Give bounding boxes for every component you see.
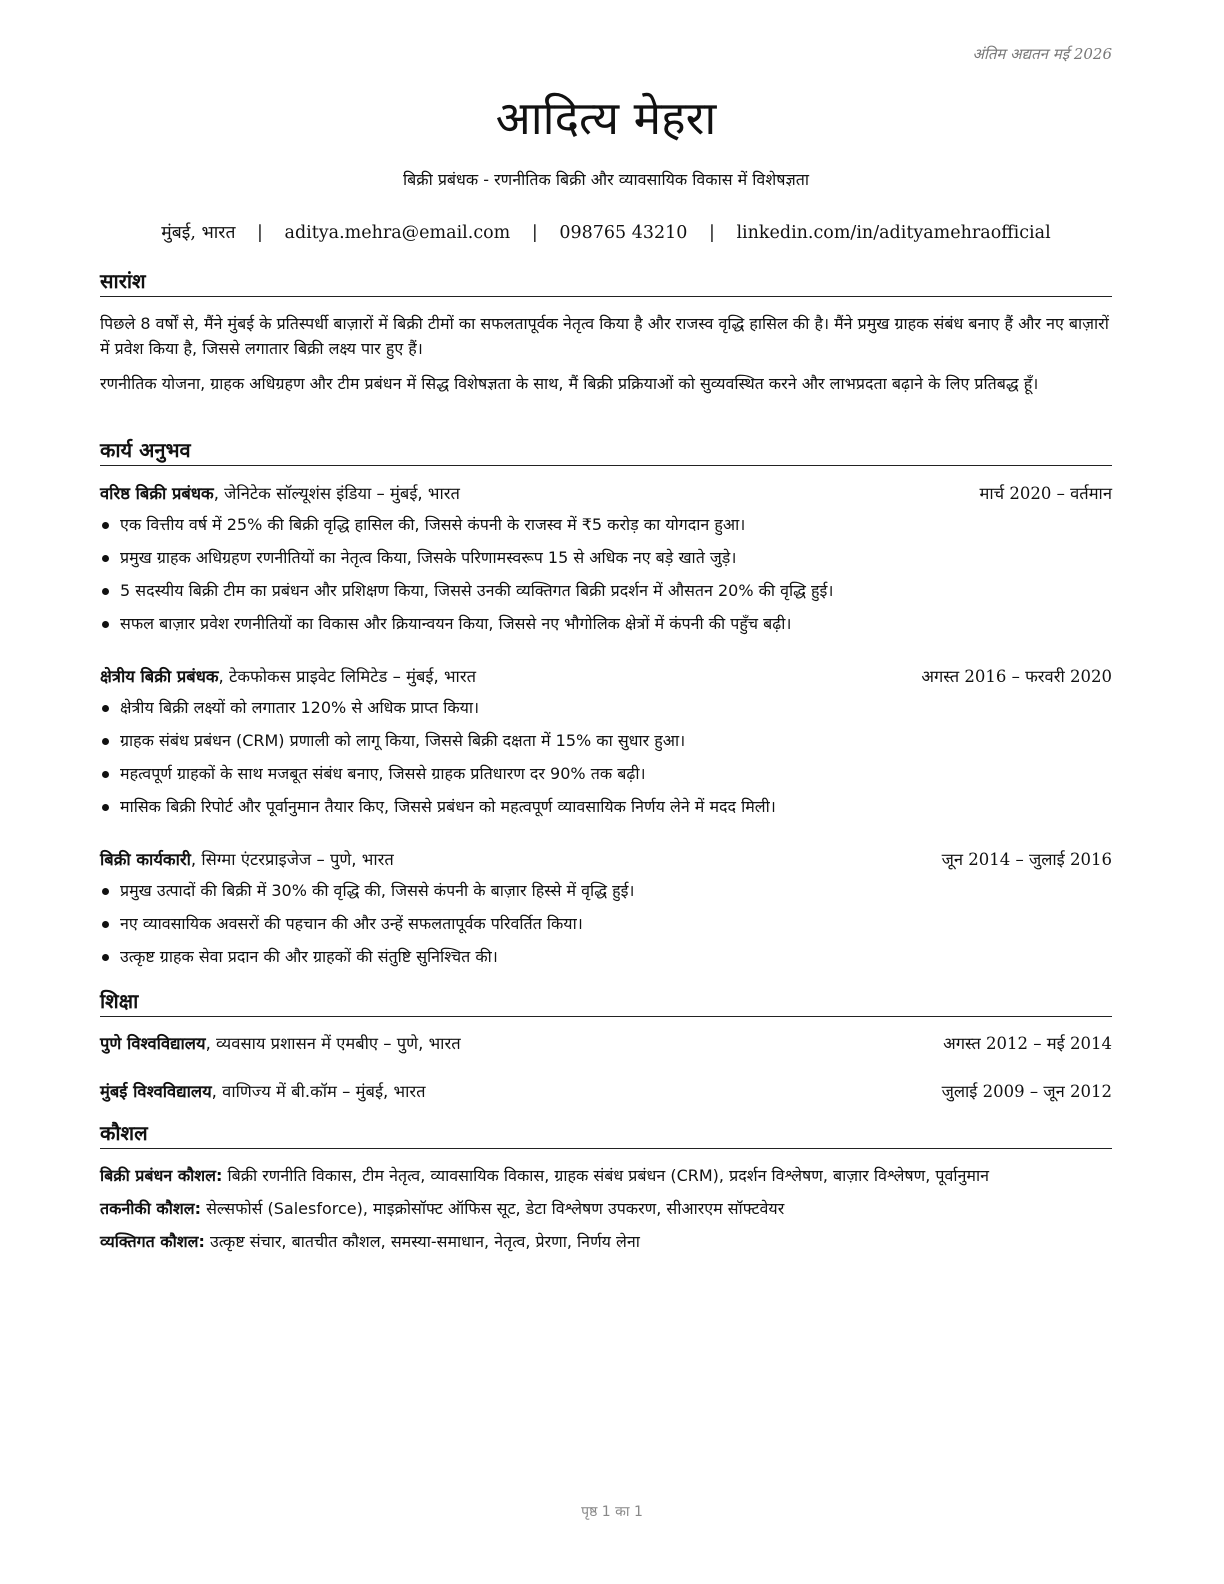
- section-heading-summary: सारांश: [100, 268, 1112, 297]
- skills-value: उत्कृष्ट संचार, बातचीत कौशल, समस्या-समाधान, नेतृत्व, प्रेरणा, निर्णय लेना: [204, 1232, 640, 1251]
- bullet-item: प्रमुख उत्पादों की बिक्री में 30% की वृद्धि की, जिससे कंपनी के बाज़ार हिस्से में वृद्धि हुई।: [100, 874, 1112, 907]
- job-header: [100, 480, 1112, 508]
- contact-linkedin[interactable]: linkedin.com/in/adityamehraofficial: [736, 223, 1051, 243]
- job-dates: अगस्त 2016 – फरवरी 2020: [921, 667, 1112, 686]
- job-title: क्षेत्रीय बिक्री प्रबंधक: [100, 667, 219, 686]
- bullet-item: ग्राहक संबंध प्रबंधन (CRM) प्रणाली को लागू किया, जिससे बिक्री दक्षता में 15% का सुधार हुआ।: [100, 724, 1112, 757]
- candidate-name: आदित्य मेहरा: [495, 91, 717, 145]
- education-detail: , वाणिज्य में बी.कॉम – मुंबई, भारत: [211, 1082, 426, 1101]
- section-heading-experience: कार्य अनुभव: [100, 437, 1112, 466]
- section-heading-education: शिक्षा: [100, 988, 1112, 1017]
- bullet-item: 5 सदस्यीय बिक्री टीम का प्रबंधन और प्रशिक्षण किया, जिससे उनकी व्यक्तिगत बिक्री प्रदर्शन में औसतन 20% की वृद्धि हुई।: [100, 574, 1112, 607]
- page-number: पृष्ठ 1 का 1: [581, 1504, 643, 1520]
- education-row: [100, 1078, 1112, 1106]
- bullet-item: एक वित्तीय वर्ष में 25% की बिक्री वृद्धि हासिल की, जिससे कंपनी के राजस्व में ₹5 करोड़ का योगदान हुआ।: [100, 508, 1112, 541]
- job-title: वरिष्ठ बिक्री प्रबंधक: [100, 484, 214, 503]
- education-row: [100, 1030, 1112, 1058]
- contact-separator: |: [531, 223, 538, 243]
- bullet-item: महत्वपूर्ण ग्राहकों के साथ मजबूत संबंध बनाए, जिससे ग्राहक प्रतिधारण दर 90% तक बढ़ी।: [100, 757, 1112, 790]
- job-bullets: [100, 874, 1112, 973]
- bullet-item: प्रमुख ग्राहक अधिग्रहण रणनीतियों का नेतृत्व किया, जिसके परिणामस्वरूप 15 से अधिक नए बड़े खाते जुड़े।: [100, 541, 1112, 574]
- summary-paragraph: पिछले 8 वर्षों से, मैंने मुंबई के प्रतिस्पर्धी बाज़ारों में बिक्री टीमों का सफलतापूर्वक नेतृत्व किया है और राजस्व वृद्धि हासिल की है। मैंने प्रमुख ग्राहक संबंध बनाए हैं और नए बाज़ारों में प्रवेश किया है, जिससे लगातार बिक्री लक्ष्य पार हुए हैं।: [100, 314, 1109, 358]
- skills-line: [100, 1159, 1112, 1192]
- skills-value: बिक्री रणनीति विकास, टीम नेतृत्व, व्यावसायिक विकास, ग्राहक संबंध प्रबंधन (CRM), प्रदर्शन विश्लेषण, बाज़ार विश्लेषण, पूर्वानुमान: [222, 1166, 990, 1185]
- education-school: मुंबई विश्वविद्यालय: [100, 1082, 212, 1101]
- bullet-item: सफल बाज़ार प्रवेश रणनीतियों का विकास और क्रियान्वयन किया, जिससे नए भौगोलिक क्षेत्रों में कंपनी की पहुँच बढ़ी।: [100, 607, 1112, 640]
- job-dates: जून 2014 – जुलाई 2016: [941, 850, 1112, 869]
- education-entry: [100, 1030, 1112, 1058]
- bullet-item: नए व्यावसायिक अवसरों की पहचान की और उन्हें सफलतापूर्वक परिवर्तित किया।: [100, 907, 1112, 940]
- education-detail: , व्यवसाय प्रशासन में एमबीए – पुणे, भारत: [205, 1034, 461, 1053]
- skills-section: [100, 1120, 1112, 1258]
- job-entry: [100, 846, 1112, 973]
- education-school: पुणे विश्वविद्यालय: [100, 1034, 206, 1053]
- job-bullets: [100, 691, 1112, 823]
- skills-value: सेल्सफोर्स (Salesforce), माइक्रोसॉफ्ट ऑफिस सूट, डेटा विश्लेषण उपकरण, सीआरएम सॉफ्टवेयर: [201, 1199, 785, 1218]
- job-header: [100, 846, 1112, 874]
- section-heading-skills: कौशल: [100, 1120, 1112, 1149]
- job-header: [100, 663, 1112, 691]
- skills-line: [100, 1192, 1112, 1225]
- contact-separator: |: [708, 223, 715, 243]
- last-updated: अंतिम अद्यतन मई 2026: [972, 45, 1112, 63]
- education-section: [100, 988, 1112, 1017]
- job-company: , टेकफोकस प्राइवेट लिमिटेड – मुंबई, भारत: [218, 667, 476, 686]
- skills-line: [100, 1225, 1112, 1258]
- job-company: , सिग्मा एंटरप्राइजेज – पुणे, भारत: [190, 850, 394, 869]
- job-entry: [100, 663, 1112, 823]
- experience-section: [100, 437, 1112, 466]
- job-entry: [100, 480, 1112, 640]
- bullet-item: उत्कृष्ट ग्राहक सेवा प्रदान की और ग्राहकों की संतुष्टि सुनिश्चित की।: [100, 940, 1112, 973]
- contact-phone: 098765 43210: [559, 223, 688, 243]
- contact-email[interactable]: aditya.mehra@email.com: [284, 223, 511, 243]
- bullet-item: मासिक बिक्री रिपोर्ट और पूर्वानुमान तैयार किए, जिससे प्रबंधन को महत्वपूर्ण व्यावसायिक निर्णय लेने में मदद मिली।: [100, 790, 1112, 823]
- skills-label: बिक्री प्रबंधन कौशल:: [100, 1166, 223, 1185]
- education-dates: जुलाई 2009 – जून 2012: [941, 1082, 1112, 1101]
- summary-paragraph: रणनीतिक योजना, ग्राहक अधिग्रहण और टीम प्रबंधन में सिद्ध विशेषज्ञता के साथ, मैं बिक्री प्रक्रियाओं को सुव्यवस्थित करने और लाभप्रदता बढ़ाने के लिए प्रतिबद्ध हूँ।: [100, 374, 1039, 393]
- education-dates: अगस्त 2012 – मई 2014: [943, 1034, 1112, 1053]
- contact-location: मुंबई, भारत: [161, 223, 236, 243]
- job-bullets: [100, 508, 1112, 640]
- education-entry: [100, 1078, 1112, 1106]
- bullet-item: क्षेत्रीय बिक्री लक्ष्यों को लगातार 120% से अधिक प्राप्त किया।: [100, 691, 1112, 724]
- skills-label: व्यक्तिगत कौशल:: [100, 1232, 205, 1251]
- job-dates: मार्च 2020 – वर्तमान: [979, 484, 1112, 503]
- tagline: बिक्री प्रबंधक - रणनीतिक बिक्री और व्यावसायिक विकास में विशेषज्ञता: [403, 170, 809, 189]
- summary-section: [100, 268, 1112, 396]
- contact-line: [100, 220, 1112, 244]
- contact-separator: |: [257, 223, 263, 243]
- job-company: , जेनिटेक सॉल्यूशंस इंडिया – मुंबई, भारत: [213, 484, 460, 503]
- job-title: बिक्री कार्यकारी: [100, 850, 191, 869]
- skills-label: तकनीकी कौशल:: [100, 1199, 201, 1218]
